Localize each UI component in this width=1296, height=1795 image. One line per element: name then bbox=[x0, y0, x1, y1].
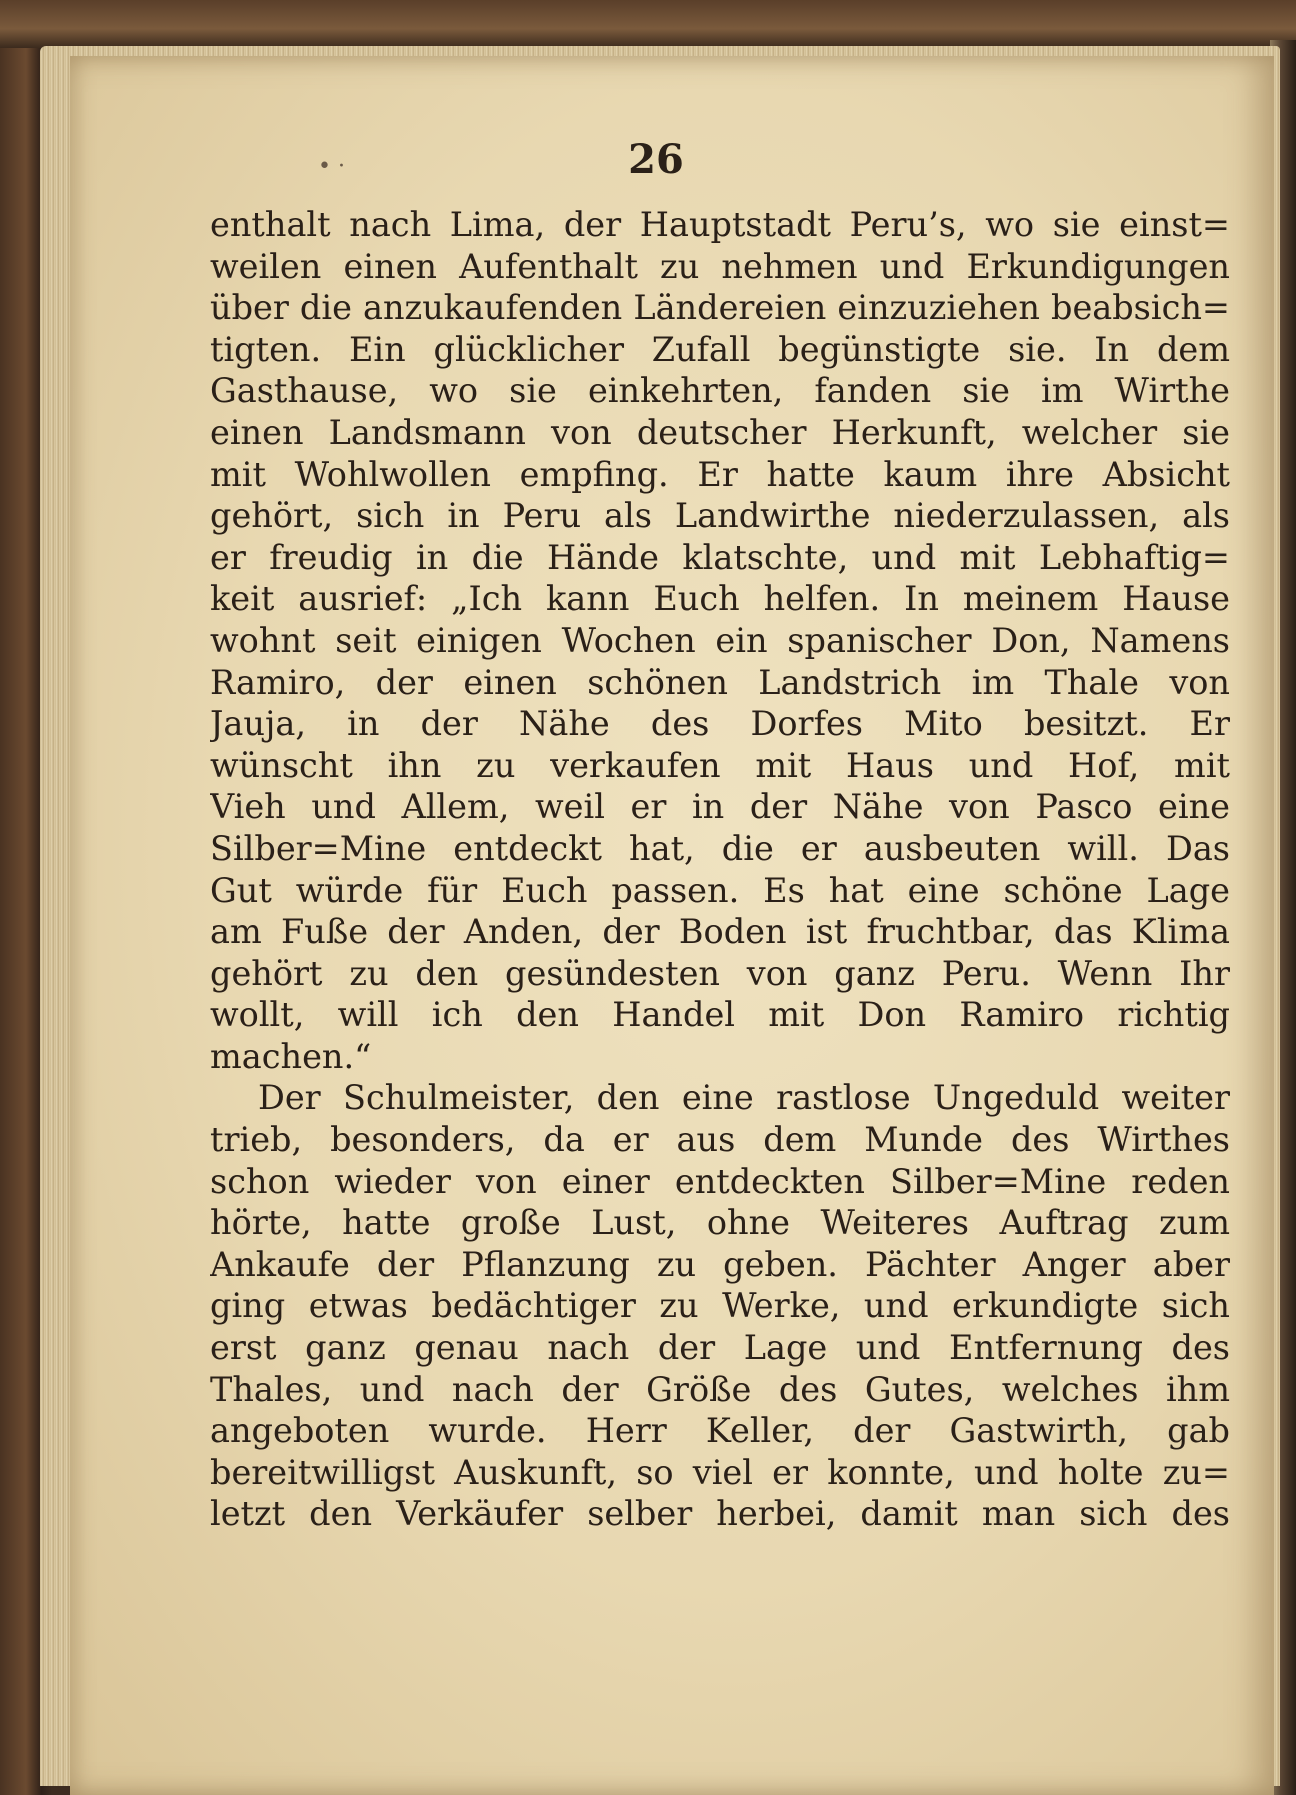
text-line: machen.“ bbox=[210, 1036, 372, 1076]
text-line: einen Landsmann von deutscher Herkunft, welcher sie bbox=[210, 412, 1230, 452]
text-line: bereitwilligst Auskunft, so viel er konnte, und holte zu= bbox=[210, 1452, 1230, 1492]
page-number: 26 bbox=[628, 136, 684, 183]
text-line: wollt, will ich den Handel mit Don Ramiro richtig bbox=[210, 995, 1230, 1035]
text-line: ging etwas bedächtiger zu Werke, und erkundigte sich bbox=[210, 1286, 1230, 1326]
text-line: gehört, sich in Peru als Landwirthe niederzulassen, als bbox=[210, 496, 1230, 536]
text-line: Thales, und nach der Größe des Gutes, welches ihm bbox=[210, 1369, 1230, 1409]
text-line: tigten. Ein glücklicher Zufall begünstigte sie. In dem bbox=[210, 329, 1230, 369]
text-line: Silber=Mine entdeckt hat, die er ausbeuten will. Das bbox=[210, 828, 1230, 868]
text-line: Vieh und Allem, weil er in der Nähe von Pasco eine bbox=[210, 787, 1230, 827]
book-cover-top-edge bbox=[0, 0, 1296, 48]
text-line: schon wieder von einer entdeckten Silber=Mine reden bbox=[210, 1161, 1230, 1201]
text-line: keit ausrief: „Ich kann Euch helfen. In meinem Hause bbox=[210, 579, 1230, 619]
text-line: letzt den Verkäufer selber herbei, damit man sich des bbox=[210, 1494, 1230, 1534]
ink-mark: • · bbox=[318, 154, 345, 179]
paragraph-1 bbox=[210, 204, 1230, 1077]
book-page bbox=[70, 56, 1274, 1795]
text-line: Ramiro, der einen schönen Landstrich im Thale von bbox=[210, 662, 1230, 702]
text-line: erst ganz genau nach der Lage und Entfernung des bbox=[210, 1328, 1230, 1368]
paragraph-2 bbox=[210, 1077, 1230, 1535]
text-line: am Fuße der Anden, der Boden ist fruchtbar, das Klima bbox=[210, 912, 1230, 952]
text-line: trieb, besonders, da er aus dem Munde des Wirthes bbox=[210, 1120, 1230, 1160]
text-line: angeboten wurde. Herr Keller, der Gastwirth, gab bbox=[210, 1411, 1230, 1451]
text-line: Gasthause, wo sie einkehrten, fanden sie im Wirthe bbox=[210, 371, 1230, 411]
text-line: wünscht ihn zu verkaufen mit Haus und Hof, mit bbox=[210, 745, 1230, 785]
text-line: Der Schulmeister, den eine rastlose Ungeduld weiter bbox=[258, 1078, 1230, 1118]
text-line: wohnt seit einigen Wochen ein spanischer Don, Namens bbox=[210, 620, 1230, 660]
text-line: Gut würde für Euch passen. Es hat eine schöne Lage bbox=[210, 870, 1230, 910]
text-line: Ankaufe der Pflanzung zu geben. Pächter Anger aber bbox=[210, 1244, 1230, 1284]
text-line: weilen einen Aufenthalt zu nehmen und Erkundigungen bbox=[210, 246, 1230, 286]
text-line: er freudig in die Hände klatschte, und mit Lebhaftig= bbox=[210, 537, 1230, 577]
page-text bbox=[210, 204, 1230, 1535]
text-line: hörte, hatte große Lust, ohne Weiteres Auftrag zum bbox=[210, 1203, 1230, 1243]
text-line: über die anzukaufenden Ländereien einzuziehen beabsich= bbox=[210, 288, 1230, 328]
text-line: Jauja, in der Nähe des Dorfes Mito besitzt. Er bbox=[210, 704, 1230, 744]
text-line: mit Wohlwollen empfing. Er hatte kaum ihre Absicht bbox=[210, 454, 1230, 494]
text-line: gehört zu den gesündesten von ganz Peru. Wenn Ihr bbox=[210, 953, 1230, 993]
text-line: enthalt nach Lima, der Hauptstadt Peru’s, wo sie einst= bbox=[210, 205, 1230, 244]
